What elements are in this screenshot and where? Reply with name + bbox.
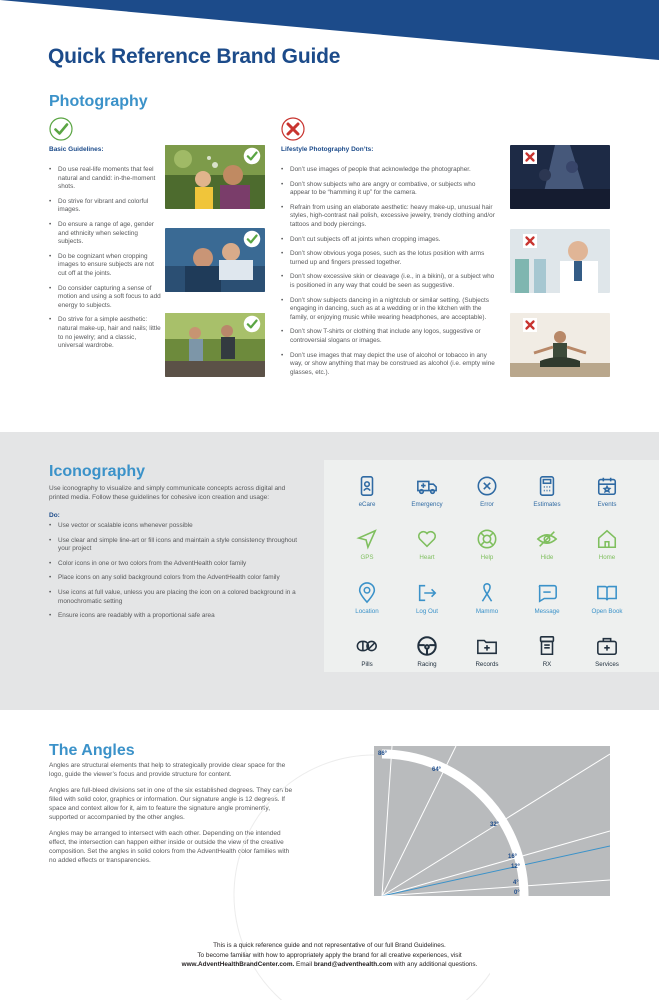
degree-label: 86°: [378, 751, 388, 757]
list-item: • Don’t cut subjects off at joints when cropping images.: [281, 236, 495, 245]
ecare-icon: [356, 475, 378, 497]
icon-tile-location: Location: [337, 582, 397, 630]
angles-heading: The Angles: [49, 742, 135, 759]
check-circle-icon: [243, 230, 261, 248]
do-label: Do:: [49, 512, 60, 519]
list-item: • Don’t show excessive skin or cleavage (i.e., in a bikini), or a subject who is positioned in any way that could be seen as suggestive.: [281, 273, 495, 290]
message-icon: [536, 582, 558, 604]
calendar-icon: [596, 475, 618, 497]
gps-icon: [356, 528, 378, 550]
degree-label: 4°: [513, 880, 519, 886]
hide-icon: [536, 528, 558, 550]
iconography-dos-list: [49, 522, 301, 627]
icon-tile-rx: RX: [517, 635, 577, 683]
donts-list: [281, 166, 495, 383]
check-circle-icon: [243, 315, 261, 333]
list-item: • Don’t show obvious yoga poses, such as the lotus position with arms turned up and fingers pressed together.: [281, 250, 495, 267]
degree-label: 12°: [511, 864, 521, 870]
icon-tile-services: Services: [577, 635, 637, 683]
location-icon: [356, 582, 378, 604]
list-item: • Do strive for a simple aesthetic: natural make-up, hair and nails; little to no jewelry; and a classic, universal wardrobe.: [49, 316, 161, 350]
angle-diagram: [374, 746, 610, 896]
icon-tile-logout: Log Out: [397, 582, 457, 630]
footer-line-1: This is a quick reference guide and not representative of our full Brand Guidelines.: [213, 942, 446, 949]
list-item: • Use icons at full value, unless you are placing the icon on a colored background in a monochromatic setting: [49, 589, 301, 606]
footer-line-2: To become familiar with how to appropriately apply the brand for all creative experiences, visit: [197, 951, 462, 959]
degree-label: 64°: [432, 767, 442, 773]
page-title: Quick Reference Brand Guide: [48, 45, 341, 68]
list-item: • Don’t use images of people that acknowledge the photographer.: [281, 166, 495, 175]
icon-tile-message: Message: [517, 582, 577, 630]
check-circle-icon: [243, 147, 261, 165]
folder-icon: [476, 635, 498, 657]
iconography-intro: Use iconography to visualize and simply communicate concepts across digital and printed media. Follow these guidelines for cohesive icon creation and usage:: [49, 485, 286, 501]
home-icon: [596, 528, 618, 550]
calculator-icon: [536, 475, 558, 497]
list-item: • Ensure icons are readably with a proportional safe area: [49, 612, 301, 621]
iconography-heading: Iconography: [49, 463, 146, 480]
brand-email-link[interactable]: brand@adventhealth.com: [313, 961, 393, 968]
degree-label: 0°: [514, 890, 520, 896]
footer: [0, 941, 659, 970]
icon-tile-home: Home: [577, 528, 637, 576]
icon-tile-pills: Pills: [337, 635, 397, 683]
ambulance-icon: [416, 475, 438, 497]
brand-center-link[interactable]: www.AdventHealthBrandCenter.com.: [181, 961, 295, 968]
icon-tile-gps: GPS: [337, 528, 397, 576]
icon-tile-racing: Racing: [397, 635, 457, 683]
icon-tile-heart: Heart: [397, 528, 457, 576]
list-item: • Do use real-life moments that feel natural and candid: in-the-moment shots.: [49, 166, 161, 192]
x-icon: [523, 234, 537, 248]
angles-paragraph: Angles may be arranged to intersect with each other. Depending on the intended effect, the intersection can happen either inside or outside the view of the creative composition. Set the angles in solid colors from the AdventHealth color families with no added effects or transparencies.: [49, 830, 290, 864]
icon-tile-events: Events: [577, 475, 637, 523]
check-circle-icon: [49, 117, 73, 141]
list-item: • Don’t use images that may depict the use of alcohol or tobacco in any way, or show anything that may be construed as alcohol (i.e. empty wine glasses, etc.).: [281, 352, 495, 378]
degree-label: 16°: [508, 854, 518, 860]
icon-tile-records: Records: [457, 635, 517, 683]
icon-tile-emergency: Emergency: [397, 475, 457, 523]
angles-paragraph: Angles are structural elements that help to strategically provide clear space for the logo, guide the viewer’s focus and provide structure for content.: [49, 762, 286, 778]
icon-tile-ecare: eCare: [337, 475, 397, 523]
icon-tile-hide: Hide: [517, 528, 577, 576]
logout-icon: [416, 582, 438, 604]
list-item: • Don’t show T-shirts or clothing that include any logos, suggestive or controversial slogans or images.: [281, 328, 495, 345]
icon-tile-error: Error: [457, 475, 517, 523]
rx-icon: [536, 635, 558, 657]
ribbon-icon: [476, 582, 498, 604]
list-item: • Don’t show subjects dancing in a nightclub or similar setting. (Subjects engaging in dancing, such as at a wedding or in the kitchen with the family, or enjoying music while wearing headphones, are acceptable).: [281, 297, 495, 323]
list-item: • Do be cognizant when cropping images to ensure subjects are not cut off at the joints.: [49, 253, 161, 279]
error-icon: [476, 475, 498, 497]
medkit-icon: [596, 635, 618, 657]
icon-tile-help: Help: [457, 528, 517, 576]
book-icon: [596, 582, 618, 604]
pills-icon: [356, 635, 378, 657]
angles-paragraph: Angles are full-bleed divisions set in one of the six established degrees. They can be filled with solid color, graphics or information. Our signature angle is 12 degrees. If space and context allow for it, aim to feature the signature angle prominently, supported or accompanied by the other angles.: [49, 787, 293, 821]
x-icon: [523, 150, 537, 164]
icon-tile-mammo: Mammo: [457, 582, 517, 630]
basic-guidelines-list: [49, 166, 161, 357]
list-item: • Refrain from using an elaborate aesthetic: heavy make-up, unusual hair styles, high-contrast nail polish, excessive jewelry, trendy clothing and/or tattoos and body piercings.: [281, 204, 495, 230]
x-icon: [523, 318, 537, 332]
list-item: • Use vector or scalable icons whenever possible: [49, 522, 301, 531]
x-circle-icon: [281, 117, 305, 141]
steering-wheel-icon: [416, 635, 438, 657]
basic-guidelines-heading: Basic Guidelines:: [49, 146, 104, 153]
list-item: • Do consider capturing a sense of motion and using a soft focus to add energy to subjects.: [49, 285, 161, 311]
list-item: • Place icons on any solid background colors from the AdventHealth color family: [49, 574, 301, 583]
list-item: • Use clear and simple line-art or fill icons and maintain a style consistency throughout your project: [49, 537, 301, 554]
icon-tile-estimates: Estimates: [517, 475, 577, 523]
lifebuoy-icon: [476, 528, 498, 550]
donts-heading: Lifestyle Photography Don’ts:: [281, 146, 374, 153]
degree-label: 32°: [490, 822, 500, 828]
list-item: • Do strive for vibrant and colorful images.: [49, 198, 161, 215]
list-item: • Color icons in one or two colors from the AdventHealth color family: [49, 560, 301, 569]
photography-heading: Photography: [49, 93, 148, 110]
heart-icon: [416, 528, 438, 550]
list-item: • Do ensure a range of age, gender and ethnicity when selecting subjects.: [49, 221, 161, 247]
list-item: • Don’t show subjects who are angry or combative, or subjects who appear to be “hamming it up” for the camera.: [281, 181, 495, 198]
icon-tile-open-book: Open Book: [577, 582, 637, 630]
footer-line-3: www.AdventHealthBrandCenter.com. Email brand@adventhealth.com with any additional questions.: [181, 961, 478, 968]
